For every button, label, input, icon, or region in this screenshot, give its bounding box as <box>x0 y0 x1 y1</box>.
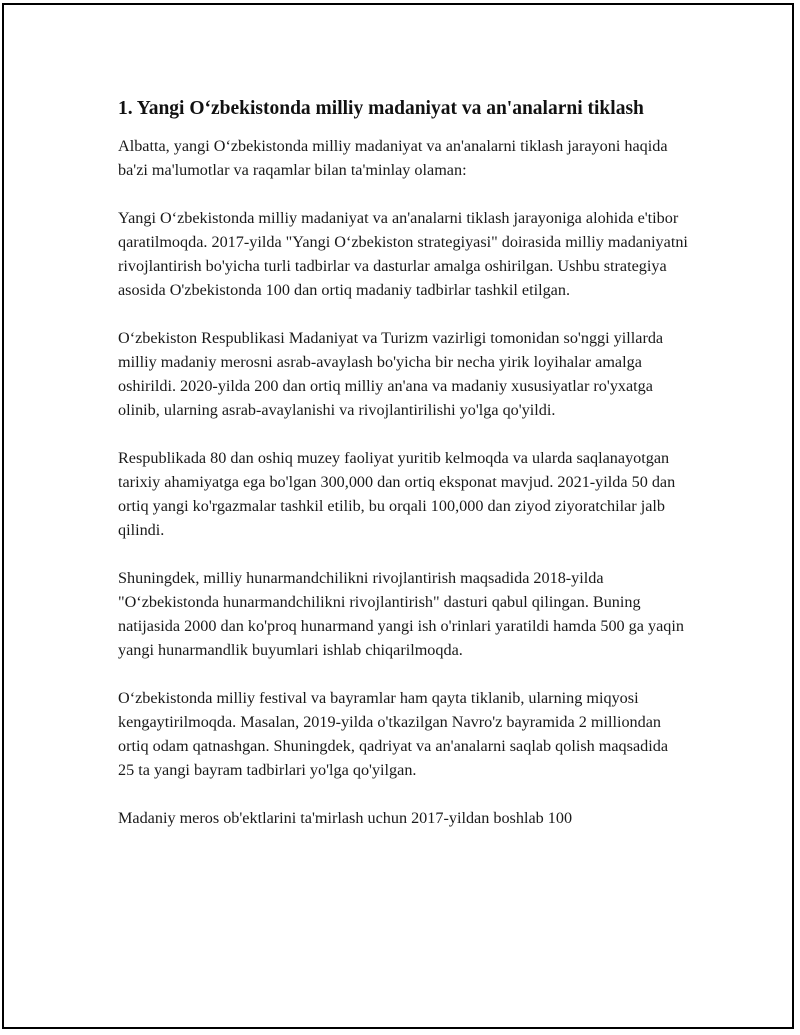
paragraph-museums: Respublikada 80 dan oshiq muzey faoliyat yuritib kelmoqda va ularda saqlanayotgan tarixiy ahamiyatga ega bo'lgan 300,000 dan ortiq eksponat mavjud. 2021-yilda 50 dan ortiq yangi ko'rgazmalar tashkil etilib, bu orqali 100,000 dan ziyod ziyoratchilar jalb qilindi. <box>118 449 676 539</box>
paragraph-festivals: O‘zbekistonda milliy festival va bayramlar ham qayta tiklanib, ularning miqyosi kengaytirilmoqda. Masalan, 2019-yilda o'tkazilgan Navro'z bayramida 2 milliondan ortiq odam qatnashgan. Shuningdek, qadriyat va an'analarni saqlab qolish maqsadida 25 ta yangi bayram tadbirlari yo'lga qo'yilgan. <box>118 689 669 779</box>
section-heading: 1. Yangi O‘zbekistonda milliy madaniyat va an'analarni tiklash <box>118 98 644 119</box>
paragraph-ministry: O‘zbekiston Respublikasi Madaniyat va Turizm vazirligi tomonidan so'nggi yillarda milliy madaniy merosni asrab-avaylash bo'yicha bir necha yirik loyihalar amalga oshirildi. 2020-yilda 200 dan ortiq milliy an'ana va madaniy xususiyatlar ro'yxatga olinib, ularning asrab-avaylanishi va rivojlantirilishi yo'lga qo'yildi. <box>118 329 664 419</box>
paragraph-heritage: Madaniy meros ob'ektlarini ta'mirlash uchun 2017-yildan boshlab 100 <box>118 809 573 827</box>
paragraph-intro: Albatta, yangi O‘zbekistonda milliy madaniyat va an'analarni tiklash jarayoni haqida ba'zi ma'lumotlar va raqamlar bilan ta'minlay olaman: <box>118 137 668 179</box>
document-body <box>118 95 688 854</box>
paragraph-strategy: Yangi O‘zbekistonda milliy madaniyat va an'analarni tiklash jarayoniga alohida e'tibor qaratilmoqda. 2017-yilda "Yangi O‘zbekiston strategiyasi" doirasida milliy madaniyatni rivojlantirish bo'yicha turli tadbirlar va dasturlar amalga oshirilgan. Ushbu strategiya asosida O'zbekistonda 100 dan ortiq madaniy tadbirlar tashkil etilgan. <box>118 209 688 299</box>
paragraph-crafts: Shuningdek, milliy hunarmandchilikni rivojlantirish maqsadida 2018-yilda "O‘zbekistonda hunarmandchilikni rivojlantirish" dasturi qabul qilingan. Buning natijasida 2000 dan ko'proq hunarmand yangi ish o'rinlari yaratildi hamda 500 ga yaqin yangi hunarmandlik buyumlari ishlab chiqarilmoqda. <box>118 569 684 659</box>
